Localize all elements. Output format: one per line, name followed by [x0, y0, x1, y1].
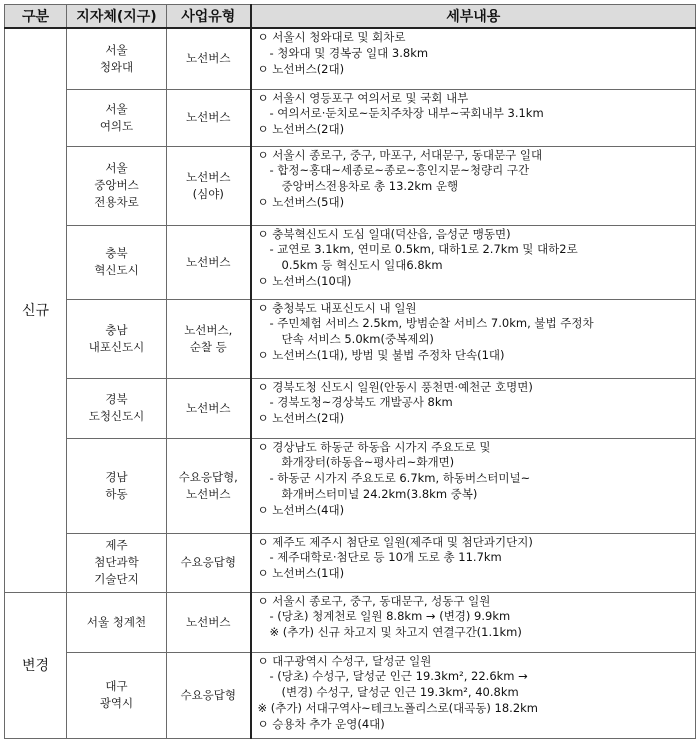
detail-line: - 청와대 및 경복궁 일대 3.8km [269, 45, 429, 60]
region-line: 경북 [105, 392, 128, 406]
type-cell [167, 299, 251, 378]
detail-line: ㅇ 충청북도 내포신도시 내 일원 [257, 300, 417, 315]
type-line: 노선버스 [186, 51, 231, 66]
detail-line: ㅇ 노선버스(1대), 방범 및 불법 주정차 단속(1대) [257, 347, 505, 362]
details-cell [251, 438, 696, 533]
detail-line: - (당초) 수성구, 달성군 인근 19.3km², 22.6km → [269, 669, 528, 684]
table-row [5, 146, 696, 225]
details-cell [251, 592, 696, 652]
category-new: 신규 [5, 28, 67, 592]
type-line: 노선버스 [186, 254, 231, 269]
detail-line: ㅇ 노선버스(10대) [257, 273, 352, 288]
detail-line: ㅇ 경북도청 신도시 일원(안동시 풍천면·예천군 호명면) [257, 379, 533, 394]
type-line: 수요응답형, [178, 469, 238, 484]
region-cell [67, 225, 167, 299]
type-line: 노선버스 [186, 400, 231, 415]
details-cell [251, 89, 696, 146]
type-line: 노선버스 [186, 614, 231, 629]
table-row [5, 652, 696, 738]
detail-line: ㅇ 노선버스(2대) [257, 61, 345, 76]
type-cell [167, 652, 251, 738]
type-line: 노선버스, [184, 322, 233, 337]
table-row [5, 89, 696, 146]
region-line: 여의도 [99, 118, 134, 133]
region-line: 제주 [105, 538, 128, 552]
region-line: 혁신도시 [94, 263, 139, 277]
detail-line: ㅇ 서울시 청와대로 및 회차로 [257, 30, 406, 44]
region-line: 대구 [105, 679, 128, 693]
details-cell [251, 652, 696, 738]
region-cell [67, 146, 167, 225]
region-line: 서울 청계천 [86, 614, 147, 629]
detail-line: - 제주대학로·첨단로 등 10개 도로 총 11.7km [269, 550, 502, 565]
detail-line: ㅇ 서울시 종로구, 중구, 동대문구, 성동구 일원 [257, 593, 491, 608]
detail-line: ㅇ 노선버스(1대) [257, 566, 345, 581]
region-line: 기술단지 [94, 572, 139, 586]
detail-line: ※ (추가) 신규 차고지 및 차고지 연결구간(1.1km) [269, 625, 522, 640]
details-cell [251, 533, 696, 592]
details-cell [251, 225, 696, 299]
table-row [5, 28, 696, 89]
region-line: 내포신도시 [88, 339, 145, 354]
detail-line: ㅇ 승용차 추가 운영(4대) [257, 716, 385, 731]
details-cell [251, 28, 696, 89]
type-line: 수요응답형 [180, 687, 237, 702]
detail-line: - 경북도청~경상북도 개발공사 8km [269, 395, 453, 410]
header-project-type: 사업유형 [167, 5, 251, 29]
region-cell [67, 299, 167, 378]
table-row [5, 225, 696, 299]
type-cell [167, 225, 251, 299]
region-line: 전용차로 [94, 195, 139, 209]
detail-line: ㅇ 노선버스(2대) [257, 411, 345, 426]
table-row [5, 438, 696, 533]
region-cell [67, 533, 167, 592]
type-cell [167, 89, 251, 146]
detail-line: ㅇ 서울시 종로구, 중구, 마포구, 서대문구, 동대문구 일대 [257, 147, 543, 162]
detail-line: (변경) 수성구, 달성군 인근 19.3km², 40.8km [281, 685, 519, 700]
details-cell [251, 146, 696, 225]
type-line: 노선버스 [186, 169, 231, 184]
type-line: 수요응답형 [180, 555, 237, 569]
region-cell [67, 378, 167, 438]
region-line: 도청신도시 [88, 409, 145, 423]
detail-line: 중앙버스전용차로 총 13.2km 운행 [281, 179, 459, 194]
detail-line: 단속 서비스 5.0km(중복제외) [281, 332, 434, 347]
region-cell [67, 652, 167, 738]
type-line: (심야) [192, 186, 224, 201]
region-line: 첨단과학 [94, 555, 139, 569]
region-line: 서울 [105, 42, 128, 57]
header-row [5, 5, 696, 29]
region-line: 청와대 [99, 59, 134, 74]
type-cell [167, 533, 251, 592]
type-cell [167, 146, 251, 225]
type-cell [167, 378, 251, 438]
autonomous-driving-zone-table [4, 4, 696, 739]
detail-line: ㅇ 대구광역시 수성구, 달성군 일원 [257, 653, 432, 668]
region-line: 서울 [105, 101, 128, 116]
header-category: 구분 [5, 5, 67, 29]
detail-line: - 주민체험 서비스 2.5km, 방범순찰 서비스 7.0km, 불법 주정차 [269, 316, 594, 331]
table-row [5, 299, 696, 378]
type-cell [167, 438, 251, 533]
detail-line: ※ (추가) 서대구역사~테크노폴리스로(대곡동) 18.2km [257, 700, 539, 715]
detail-line: ㅇ 서울시 영등포구 여의서로 및 국회 내부 [257, 90, 469, 105]
category-changed: 변경 [5, 592, 67, 738]
detail-line: 화개버스터미널 24.2km(3.8km 중복) [281, 486, 478, 501]
region-line: 하동 [105, 486, 128, 501]
region-cell [67, 28, 167, 89]
header-details: 세부내용 [251, 5, 696, 29]
detail-line: ㅇ 충북혁신도시 도심 일대(덕산읍, 음성군 맹동면) [257, 226, 511, 241]
table-row [5, 378, 696, 438]
region-cell [67, 438, 167, 533]
region-cell [67, 89, 167, 146]
detail-line: - 여의서로·둔치로~둔치주차장 내부~국회내부 3.1km [269, 106, 544, 121]
detail-line: - (당초) 청계천로 일원 8.8km → (변경) 9.9km [269, 609, 511, 624]
type-line: 순찰 등 [189, 339, 227, 354]
details-cell [251, 378, 696, 438]
region-line: 중앙버스 [94, 178, 139, 192]
region-cell [67, 592, 167, 652]
type-line: 노선버스 [186, 110, 231, 124]
region-line: 충남 [105, 322, 128, 337]
detail-line: - 합정~홍대~세종로~종로~흥인지문~청량리 구간 [269, 163, 530, 178]
detail-line: - 교연로 3.1km, 연미로 0.5km, 대하1로 2.7km 및 대하2로 [269, 242, 578, 257]
region-line: 충북 [105, 246, 128, 260]
type-cell [167, 28, 251, 89]
detail-line: 0.5km 등 혁신도시 일대6.8km [281, 258, 443, 273]
detail-line: ㅇ 제주도 제주시 첨단로 일원(제주대 및 첨단과기단지) [257, 534, 533, 549]
detail-line: ㅇ 노선버스(4대) [257, 502, 345, 517]
header-region: 지자체(지구) [67, 5, 167, 29]
detail-line: ㅇ 경상남도 하동군 하동읍 시가지 주요도로 및 [257, 439, 491, 454]
detail-line: 화개장터(하동읍~평사리~화개면) [281, 455, 455, 470]
type-line: 노선버스 [186, 486, 231, 501]
detail-line: ㅇ 노선버스(5대) [257, 194, 345, 209]
region-line: 경남 [105, 469, 128, 484]
region-line: 서울 [105, 161, 128, 175]
table-row [5, 533, 696, 592]
type-cell [167, 592, 251, 652]
details-cell [251, 299, 696, 378]
detail-line: ㅇ 노선버스(2대) [257, 122, 345, 137]
region-line: 광역시 [99, 696, 134, 710]
detail-line: - 하동군 시가지 주요도로 6.7km, 하동버스터미널~ [269, 471, 531, 486]
table-row [5, 592, 696, 652]
